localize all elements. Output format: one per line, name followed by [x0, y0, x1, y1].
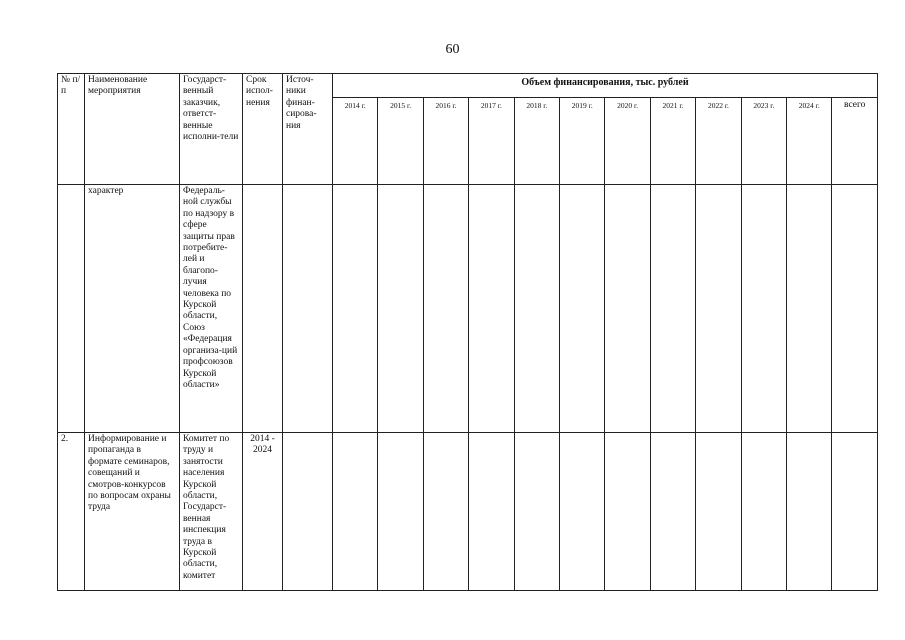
header-customer: Государст-венный заказчик, ответст-венные исполни-тели	[180, 74, 243, 185]
header-term: Срок испол-нения	[243, 74, 283, 185]
row-customer: Федераль-ной службы по надзору в сфере защиты прав потребите-лей и благопо-лучия человека по Курской области, Союз «Федерация организа-ций профсоюзов Курской области»	[180, 185, 243, 433]
row-sources	[283, 433, 333, 591]
row-name: характер	[85, 185, 180, 433]
row-cell	[832, 185, 878, 433]
row-cell	[423, 185, 468, 433]
row-customer: Комитет по труду и занятости населения Курской области, Государст-венная инспекция труда в Курской области, комитет	[180, 433, 243, 591]
header-financing: Объем финансирования, тыс. рублей	[333, 74, 878, 98]
header-name: Наименование мероприятия	[85, 74, 180, 185]
header-sources: Источ-ники финан-сирова-ния	[283, 74, 333, 185]
table-row	[58, 433, 878, 591]
header-year: 2017 г.	[469, 98, 514, 185]
header-year: 2014 г.	[333, 98, 378, 185]
header-year: 2021 г.	[650, 98, 695, 185]
table-row	[58, 185, 878, 433]
header-year: 2016 г.	[423, 98, 468, 185]
row-cell	[696, 185, 741, 433]
row-name: Информирование и пропаганда в формате семинаров, совещаний и смотров-конкурсов по вопросам охраны труда	[85, 433, 180, 591]
header-total: всего	[832, 98, 878, 185]
row-cell	[741, 433, 786, 591]
row-cell	[514, 433, 559, 591]
row-cell	[378, 185, 423, 433]
row-cell	[605, 433, 650, 591]
row-cell	[378, 433, 423, 591]
header-year: 2019 г.	[560, 98, 605, 185]
row-cell	[787, 185, 832, 433]
header-year: 2015 г.	[378, 98, 423, 185]
header-year: 2024 г.	[787, 98, 832, 185]
row-cell	[469, 433, 514, 591]
row-cell	[514, 185, 559, 433]
row-cell	[333, 185, 378, 433]
row-term	[243, 185, 283, 433]
row-cell	[333, 433, 378, 591]
row-cell	[560, 185, 605, 433]
header-year: 2022 г.	[696, 98, 741, 185]
row-cell	[741, 185, 786, 433]
financing-table	[57, 73, 878, 591]
row-cell	[696, 433, 741, 591]
header-row	[58, 74, 878, 98]
row-num	[58, 185, 85, 433]
header-year: 2023 г.	[741, 98, 786, 185]
row-num: 2.	[58, 433, 85, 591]
row-cell	[787, 433, 832, 591]
header-year: 2018 г.	[514, 98, 559, 185]
row-cell	[469, 185, 514, 433]
row-cell	[560, 433, 605, 591]
row-sources	[283, 185, 333, 433]
row-cell	[650, 185, 695, 433]
row-cell	[423, 433, 468, 591]
row-cell	[605, 185, 650, 433]
row-term: 2014 - 2024	[243, 433, 283, 591]
row-cell	[650, 433, 695, 591]
header-year: 2020 г.	[605, 98, 650, 185]
header-num: № п/п	[58, 74, 85, 185]
page-number: 60	[445, 42, 460, 57]
row-cell	[832, 433, 878, 591]
